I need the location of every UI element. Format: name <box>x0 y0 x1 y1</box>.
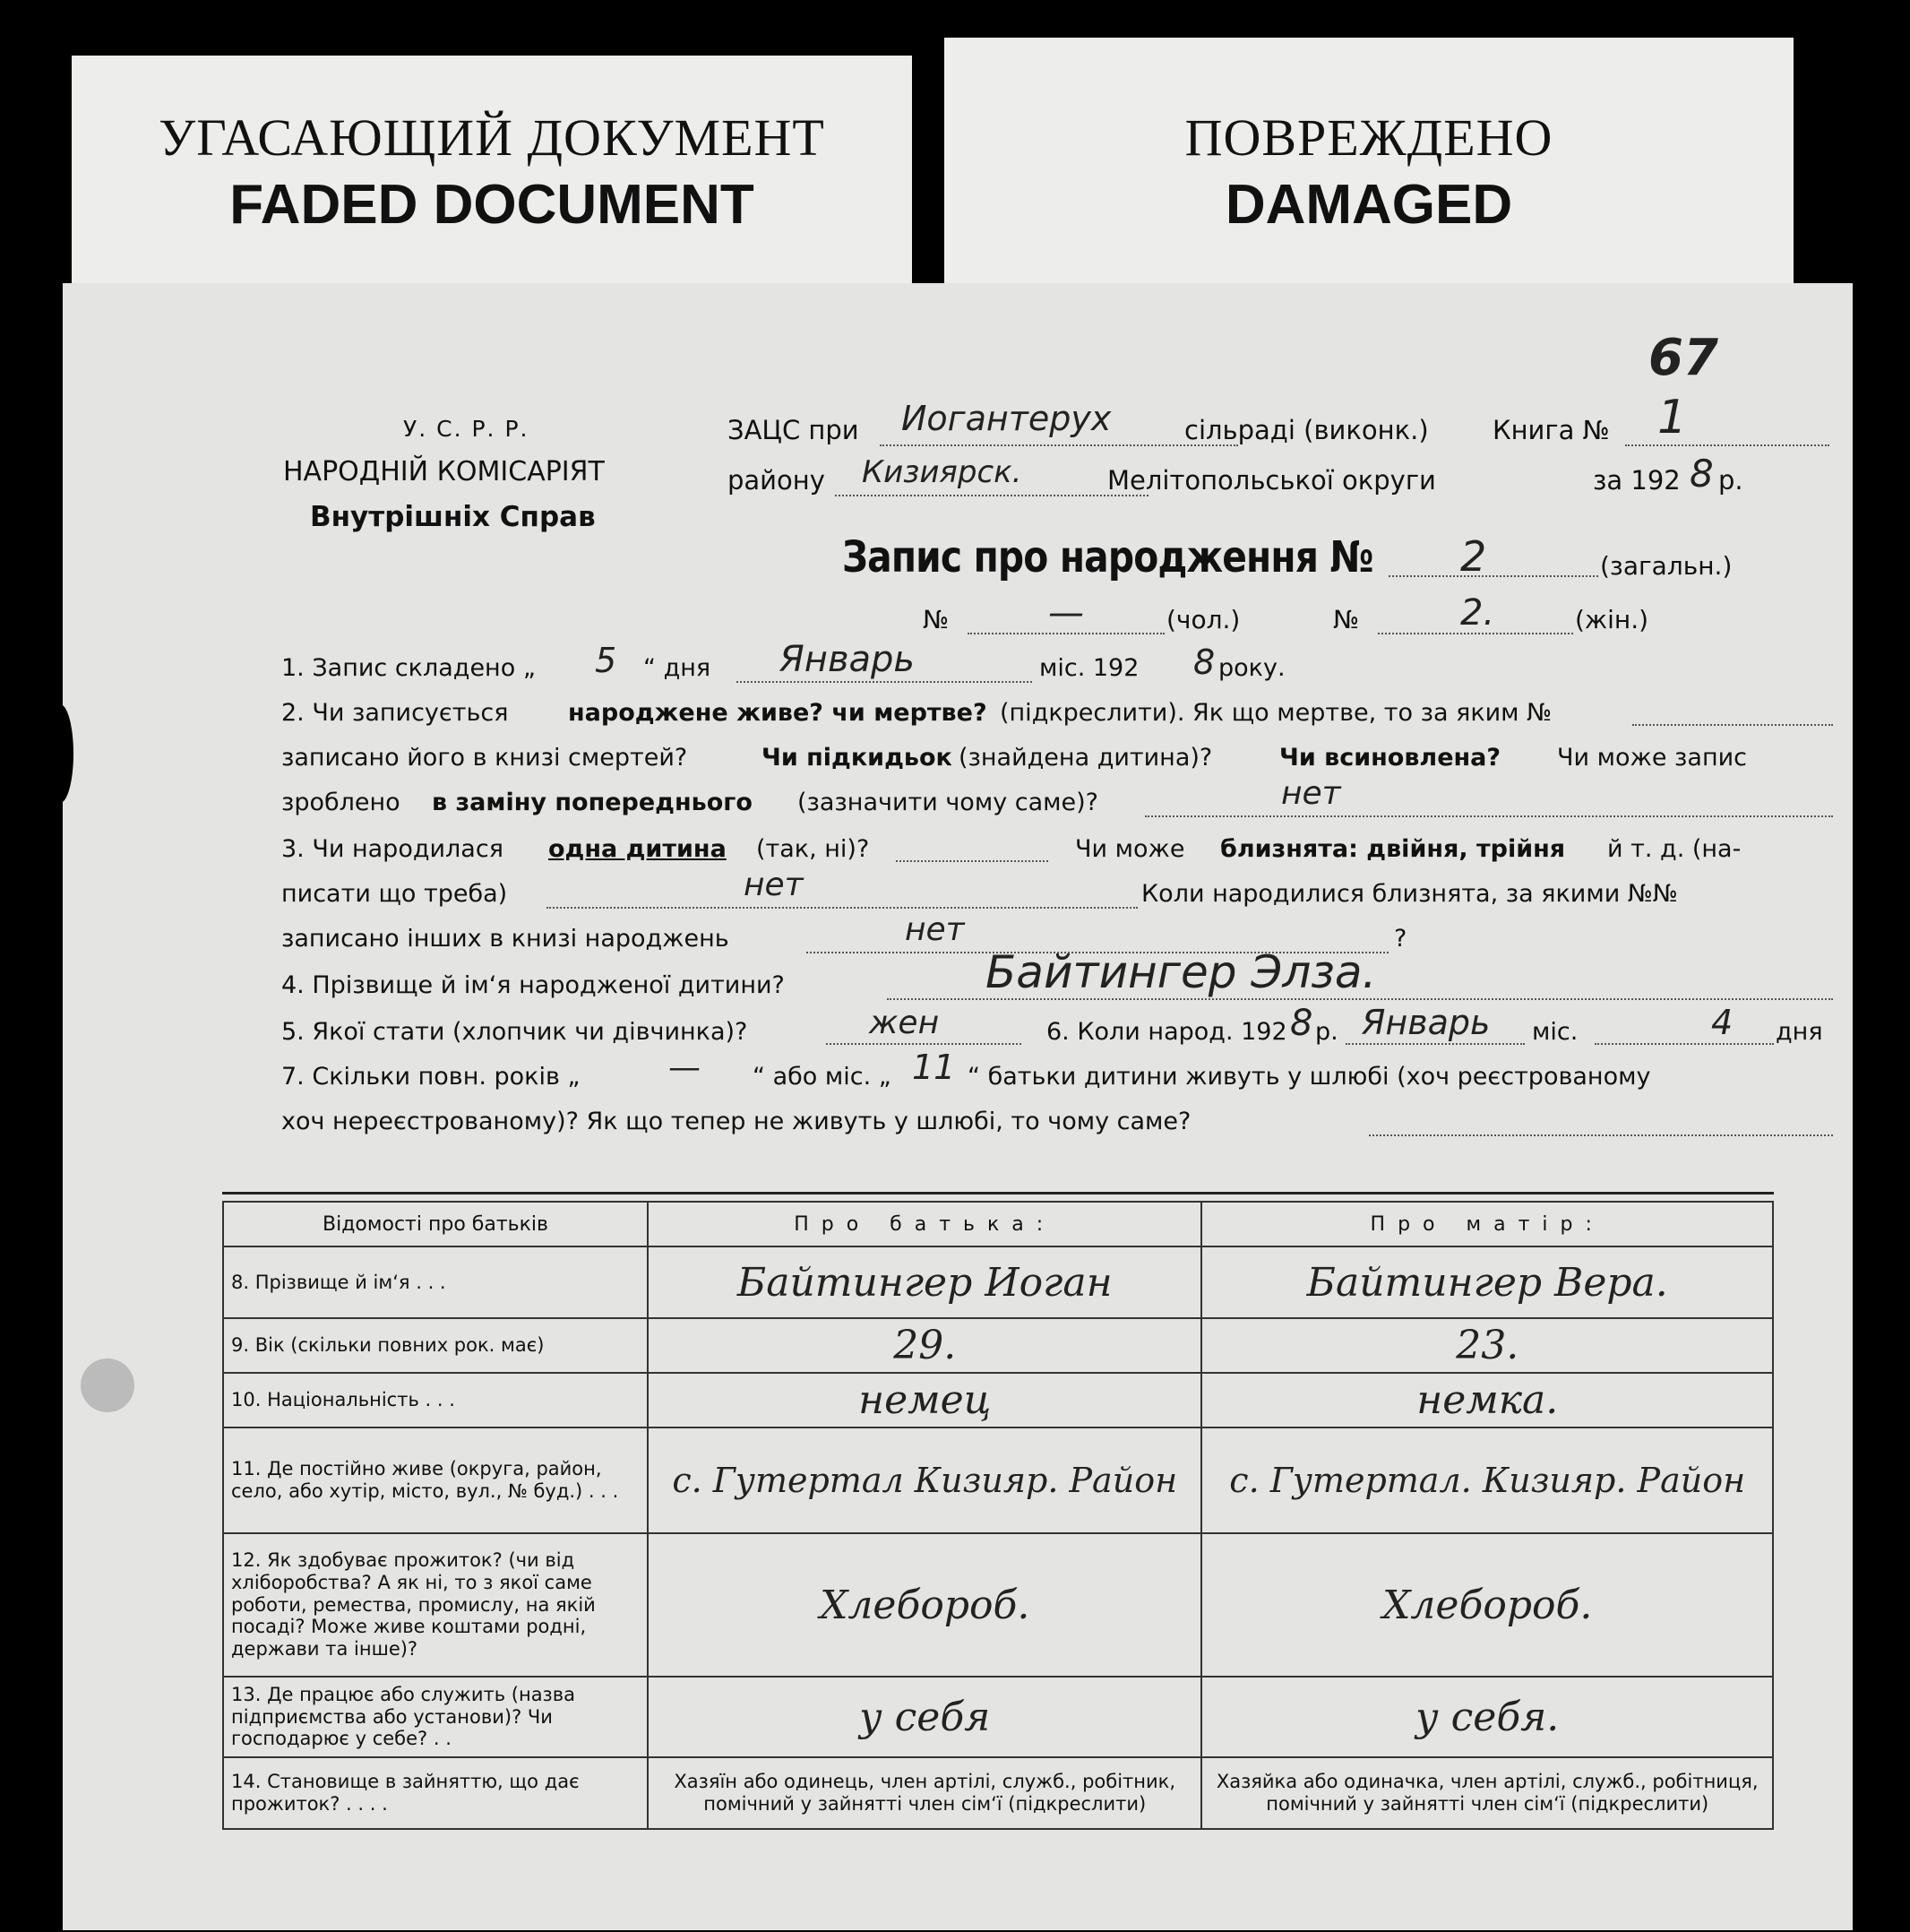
q2-text-c: (підкреслити). Як що мертве, то за яким № <box>1000 699 1553 727</box>
row-question: 11. Де постійно живе (округа, район, село, або хутір, місто, вул., № буд.) . . . <box>223 1427 648 1533</box>
mother-value: у себя. <box>1201 1677 1773 1757</box>
q2-line3-dots <box>1145 815 1833 817</box>
damaged-label-en: DAMAGED <box>1225 174 1513 236</box>
q6-month: Январь <box>1362 1003 1491 1042</box>
male-no-label: № <box>923 605 950 634</box>
book-line <box>1625 444 1829 446</box>
mother-value: Байтингер Вера. <box>1201 1246 1773 1318</box>
q3-text-e: близнята: двійня, трійня <box>1220 835 1566 863</box>
q3-line1-dots <box>896 860 1048 862</box>
q2-line3: зроблено <box>281 789 400 816</box>
q6-text-b: р. <box>1315 1018 1338 1046</box>
female-number: 2. <box>1460 592 1495 634</box>
q1-text-c: міс. 192 <box>1039 654 1140 682</box>
year-prefix: за 192 <box>1593 465 1681 496</box>
father-value: немец <box>648 1373 1201 1427</box>
father-value: 29. <box>648 1318 1201 1373</box>
q1-text-a: 1. Запис складено „ <box>281 654 536 682</box>
q5-text: 5. Якої стати (хлопчик чи дівчинка)? <box>281 1018 748 1046</box>
q3-text-d: Чи може <box>1075 835 1185 863</box>
q4-dots <box>887 998 1833 1000</box>
district-line <box>835 495 1149 496</box>
table-top-rule <box>222 1192 1774 1195</box>
district-handwritten: Кизиярск. <box>862 454 1022 490</box>
parents-table <box>222 1201 1774 1830</box>
male-label: (чол.) <box>1166 605 1241 634</box>
father-value: Хазяїн або одинець, член артілі, служб., робітник, помічний у зайнятті член сім‘ї (підкреслити) <box>648 1757 1201 1829</box>
q3-line2: писати що треба) <box>281 880 508 908</box>
village-suffix: сільраді (виконк.) <box>1184 415 1429 445</box>
district-suffix: Мелітопольської округи <box>1107 465 1436 496</box>
row-question: 9. Вік (скільки повних рок. має) <box>223 1318 648 1373</box>
village-handwritten: Иогантерух <box>901 399 1112 438</box>
row-question: 10. Національність . . . <box>223 1373 648 1427</box>
father-value: Байтингер Иоган <box>648 1246 1201 1318</box>
q7-line2-dots <box>1369 1134 1833 1136</box>
ministry: Внутрішніх Справ <box>310 501 596 533</box>
q4-answer: Байтингер Элза. <box>985 946 1377 998</box>
q2-line3c: (зазначити чому саме)? <box>797 789 1098 816</box>
record-title: Запис про народження № <box>842 532 1373 582</box>
female-label: (жін.) <box>1575 605 1649 634</box>
q2-text-b: народжене живе? чи мертве? <box>568 699 987 727</box>
q2-answer: нет <box>1281 775 1341 812</box>
male-number: — <box>1048 592 1084 634</box>
mother-value: 23. <box>1201 1318 1773 1373</box>
q6-day: 4 <box>1711 1003 1734 1042</box>
faded-label-en: FADED DOCUMENT <box>229 174 754 236</box>
q2-line2c: (знайдена дитина)? <box>959 744 1213 772</box>
book-number: 1 <box>1657 391 1688 444</box>
q2-line1 <box>1632 724 1833 726</box>
header-mother: Про матір: <box>1201 1202 1773 1246</box>
torn-edge-mark <box>47 704 73 803</box>
q1-text-d: року. <box>1218 654 1286 682</box>
mother-value: немка. <box>1201 1373 1773 1427</box>
damaged-document-label <box>944 38 1794 287</box>
q7-text-c: “ батьки дитини живуть у шлюбі (хоч реєстрованому <box>968 1063 1651 1091</box>
mother-value: с. Гутертал. Кизияр. Район <box>1201 1427 1773 1533</box>
row-question: 14. Становище в зайняттю, що дає прожиток? . . . . <box>223 1757 648 1829</box>
table-row <box>223 1533 1773 1677</box>
q1-day: 5 <box>595 641 617 680</box>
general-number: 2 <box>1460 532 1487 581</box>
q7-text-b: “ або міс. „ <box>753 1063 891 1091</box>
q1-month-line <box>736 681 1032 683</box>
q2-line2d: Чи всиновлена? <box>1279 744 1501 772</box>
district-prefix: району <box>727 465 825 496</box>
table-row <box>223 1373 1773 1427</box>
q2-line2e: Чи може запис <box>1557 744 1747 772</box>
general-label: (загальн.) <box>1600 551 1733 581</box>
father-value: у себя <box>648 1677 1201 1757</box>
q5-dots <box>826 1043 1021 1045</box>
year-handwritten: 8 <box>1690 452 1714 496</box>
q7-line2: хоч нереєстрованому)? Як що тепер не живуть у шлюбі, то чому саме? <box>281 1108 1192 1135</box>
table-row <box>223 1427 1773 1533</box>
general-no-line <box>1389 575 1598 577</box>
mother-value: Хлебороб. <box>1201 1533 1773 1677</box>
q2-line3b: в заміну попереднього <box>432 789 753 816</box>
mother-value: Хазяйка або одиначка, член артілі, служб., робітниця, помічний у зайнятті член сім‘ї (підкреслити) <box>1201 1757 1773 1829</box>
q3-text-a: 3. Чи народилася <box>281 835 503 863</box>
q7-years: — <box>668 1049 701 1086</box>
q1-year: 8 <box>1193 643 1216 682</box>
q7-months: 11 <box>912 1048 956 1087</box>
commissariat: НАРОДНІЙ КОМІСАРІЯТ <box>283 456 605 487</box>
q2-line2b: Чи підкидьок <box>761 744 952 772</box>
book-label: Книга № <box>1493 415 1610 445</box>
q3-line2b: Коли народилися близнята, за якими №№ <box>1141 880 1679 908</box>
q3-line3b: ? <box>1394 925 1407 953</box>
row-question: 12. Як здобуває прожиток? (чи від хліборобства? А як ні, то з якої саме роботи, ремества, промислу, на якій посаді? Може живе коштами родні, держави та інше)? <box>223 1533 648 1677</box>
year-suffix: р. <box>1718 465 1743 496</box>
father-value: с. Гутертал Кизияр. Район <box>648 1427 1201 1533</box>
q6-text-d: дня <box>1776 1018 1823 1046</box>
q1-text-b: “ дня <box>643 654 711 682</box>
q6-text-a: 6. Коли народ. 192 <box>1046 1018 1287 1046</box>
q3-line3: записано інших в книзі народжень <box>281 925 729 953</box>
q2-text-a: 2. Чи записується <box>281 699 509 727</box>
faded-document-label <box>72 56 912 287</box>
q3-text-c: (так, ні)? <box>756 835 870 863</box>
q2-line2: записано його в книзі смертей? <box>281 744 688 772</box>
q6-month-dots <box>1346 1043 1525 1045</box>
father-value: Хлебороб. <box>648 1533 1201 1677</box>
q4-text: 4. Прізвище й ім‘я народженої дитини? <box>281 971 785 999</box>
zags-prefix: ЗАЦС при <box>727 415 859 445</box>
q6-day-dots <box>1595 1043 1774 1045</box>
header-info: Відомості про батьків <box>223 1202 648 1246</box>
q6-year: 8 <box>1290 1003 1313 1044</box>
q3-text-f: й т. д. (на- <box>1607 835 1742 863</box>
q3-line2-dots <box>546 907 1138 909</box>
q6-text-c: міс. <box>1532 1018 1579 1046</box>
faded-label-ru: УГАСАЮЩИЙ ДОКУМЕНТ <box>159 108 825 167</box>
page-number: 67 <box>1648 329 1718 387</box>
female-no-label: № <box>1333 605 1360 634</box>
q5-answer: жен <box>869 1005 940 1041</box>
header-father: Про батька: <box>648 1202 1201 1246</box>
row-question: 13. Де працює або служить (назва підприємства або установи)? Чи господарює у себе? . . <box>223 1677 648 1757</box>
table-row <box>223 1757 1773 1829</box>
table-header-row <box>223 1202 1773 1246</box>
q1-month: Январь <box>779 639 915 680</box>
republic-abbr: У. С. Р. Р. <box>403 416 529 442</box>
table-row <box>223 1677 1773 1757</box>
q3-answer: нет <box>744 867 804 903</box>
table-row <box>223 1318 1773 1373</box>
q3-answer2: нет <box>905 911 965 948</box>
table-row <box>223 1246 1773 1318</box>
q3-text-b: одна дитина <box>548 835 727 863</box>
row-question: 8. Прізвище й ім‘я . . . <box>223 1246 648 1318</box>
damaged-label-ru: ПОВРЕЖДЕНО <box>1184 108 1553 167</box>
q7-text-a: 7. Скільки повн. років „ <box>281 1063 581 1091</box>
damage-spot <box>81 1358 134 1412</box>
